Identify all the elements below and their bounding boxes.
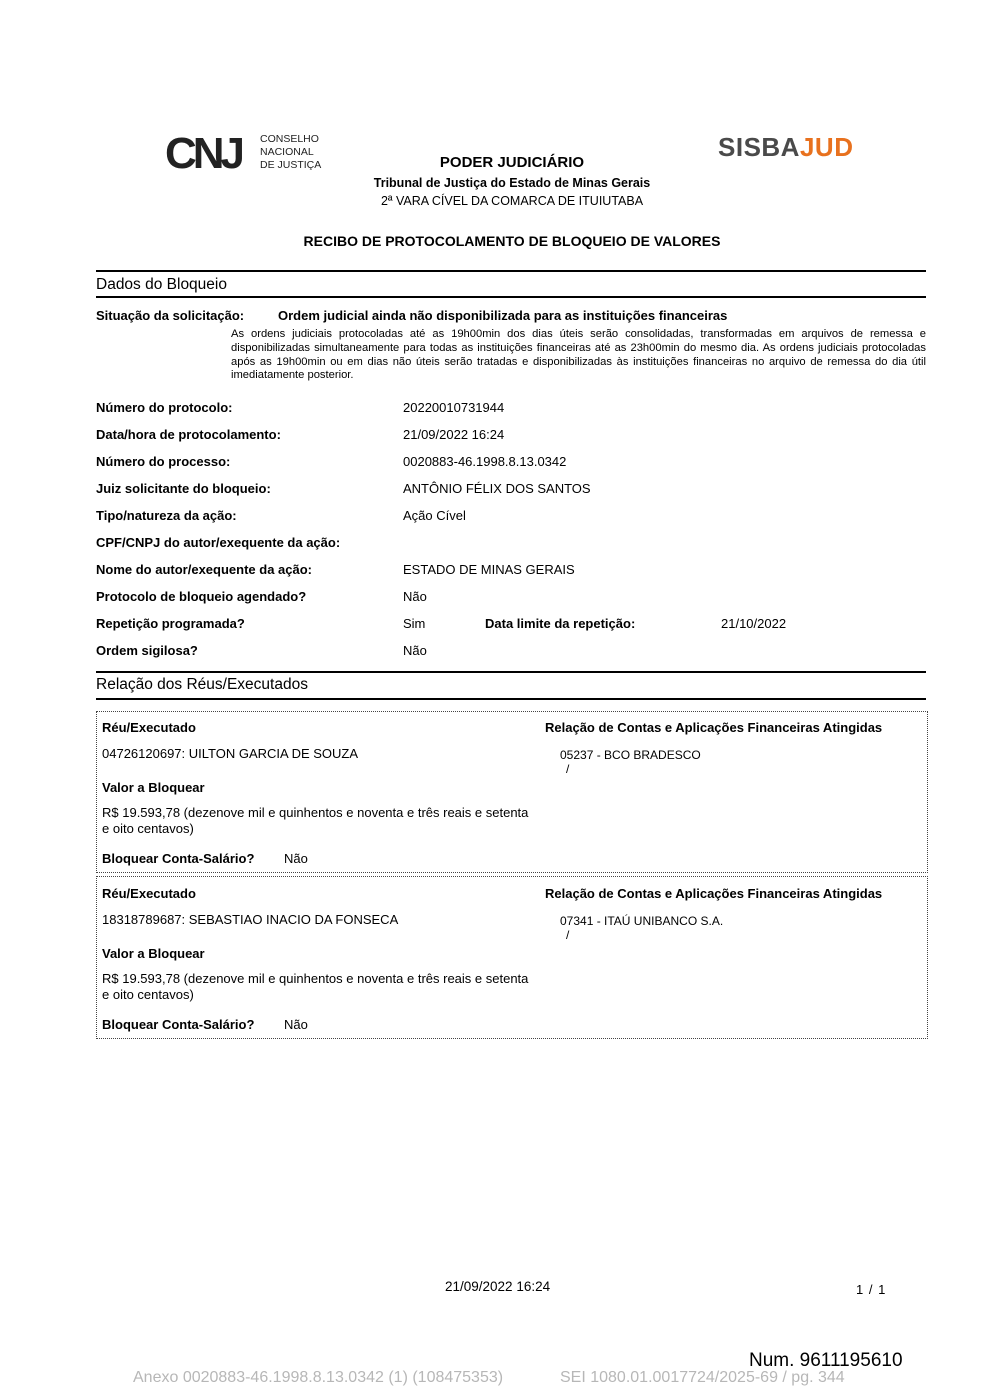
field-label: Repetição programada? xyxy=(96,616,245,631)
data-limite-label: Data limite da repetição: xyxy=(485,616,636,631)
situacao-label: Situação da solicitação: xyxy=(96,308,245,323)
cnj-logo-line: NACIONAL xyxy=(260,146,314,158)
section-title-reus: Relação dos Réus/Executados xyxy=(96,676,308,693)
section-rule-top xyxy=(96,270,926,272)
valor-line: R$ 19.593,78 (dezenove mil e quinhentos e noventa e três reais e setenta xyxy=(102,971,529,986)
field-label: Juiz solicitante do bloqueio: xyxy=(96,481,271,496)
section-rule-top xyxy=(96,671,926,673)
situacao-note: As ordens judiciais protocoladas até as 19h00min dos dias úteis serão consolidadas, transformadas em arquivos de remessa e disponibilizadas simultaneamente para todas as instituições financeiras até as 23h00min do mesmo dia. As ordens judiciais protocoladas após as 19h00min ou em dias não úteis serão tratadas e disponibilizadas às instituições financeiras no arquivo de remessa do dia útil imediatamente posterior. xyxy=(231,328,926,382)
cnj-logo-line: DE JUSTIÇA xyxy=(260,159,322,171)
valor-label: Valor a Bloquear xyxy=(102,946,205,961)
section-rule-bottom xyxy=(96,296,926,298)
header-tribunal: Tribunal de Justiça do Estado de Minas Gerais xyxy=(373,176,651,190)
field-value: ESTADO DE MINAS GERAIS xyxy=(403,562,575,577)
footer-page-number: 1 / 1 xyxy=(856,1282,887,1297)
document-number: Num. 9611195610 xyxy=(749,1350,903,1371)
field-label: Número do processo: xyxy=(96,454,231,469)
reu-block xyxy=(96,711,928,873)
document-title: RECIBO DE PROTOCOLAMENTO DE BLOQUEIO DE VALORES xyxy=(303,233,721,249)
salario-value: Não xyxy=(284,1017,308,1032)
field-label: Número do protocolo: xyxy=(96,400,233,415)
field-value: Ação Cível xyxy=(403,508,466,523)
field-value: Sim xyxy=(403,616,426,631)
field-label: Nome do autor/exequente da ação: xyxy=(96,562,312,577)
cnj-logo-mark: CNJ xyxy=(165,129,242,178)
header-vara: 2ª VARA CÍVEL DA COMARCA DE ITUIUTABA xyxy=(380,194,644,208)
field-value: Não xyxy=(403,643,427,658)
conta-value: 05237 - BCO BRADESCO xyxy=(560,748,701,762)
field-value: ANTÔNIO FÉLIX DOS SANTOS xyxy=(403,481,591,496)
field-label: Protocolo de bloqueio agendado? xyxy=(96,589,307,604)
contas-label: Relação de Contas e Aplicações Financeiras Atingidas xyxy=(545,886,883,901)
salario-label: Bloquear Conta-Salário? xyxy=(102,851,255,866)
contas-label: Relação de Contas e Aplicações Financeiras Atingidas xyxy=(545,720,883,735)
anexo-watermark: Anexo 0020883-46.1998.8.13.0342 (1) (108475353) xyxy=(133,1369,504,1386)
field-value: 0020883-46.1998.8.13.0342 xyxy=(403,454,567,469)
field-label: Tipo/natureza da ação: xyxy=(96,508,237,523)
field-label: Data/hora de protocolamento: xyxy=(96,427,281,442)
salario-value: Não xyxy=(284,851,308,866)
field-label: CPF/CNPJ do autor/exequente da ação: xyxy=(96,535,341,550)
header-poder: PODER JUDICIÁRIO xyxy=(439,154,585,171)
reu-value: 04726120697: UILTON GARCIA DE SOUZA xyxy=(102,746,359,761)
sei-watermark: SEI 1080.01.0017724/2025-69 / pg. 344 xyxy=(560,1369,845,1386)
cnj-logo-line: CONSELHO xyxy=(260,133,319,145)
conta-value: 07341 - ITAÚ UNIBANCO S.A. xyxy=(560,914,724,928)
situacao-value: Ordem judicial ainda não disponibilizada para as instituições financeiras xyxy=(278,308,728,323)
valor-line: e oito centavos) xyxy=(102,821,194,836)
conta-sub: / xyxy=(566,762,570,776)
field-value: 21/09/2022 16:24 xyxy=(403,427,505,442)
reu-value: 18318789687: SEBASTIAO INACIO DA FONSECA xyxy=(102,912,399,927)
valor-label: Valor a Bloquear xyxy=(102,780,205,795)
footer-date: 21/09/2022 16:24 xyxy=(445,1279,551,1294)
sisbajud-logo-part2: JUD xyxy=(799,132,854,162)
valor-line: e oito centavos) xyxy=(102,987,194,1002)
field-value: 20220010731944 xyxy=(403,400,505,415)
field-label: Ordem sigilosa? xyxy=(96,643,198,658)
section-rule-bottom xyxy=(96,698,926,700)
reu-block xyxy=(96,876,928,1039)
section-title-dados: Dados do Bloqueio xyxy=(96,276,227,293)
reu-label: Réu/Executado xyxy=(102,886,196,901)
reu-label: Réu/Executado xyxy=(102,720,196,735)
sisbajud-logo-part1: SISBA xyxy=(718,132,800,162)
conta-sub: / xyxy=(566,928,570,942)
valor-line: R$ 19.593,78 (dezenove mil e quinhentos e noventa e três reais e setenta xyxy=(102,805,529,820)
data-limite-value: 21/10/2022 xyxy=(721,616,787,631)
salario-label: Bloquear Conta-Salário? xyxy=(102,1017,255,1032)
field-value: Não xyxy=(403,589,427,604)
